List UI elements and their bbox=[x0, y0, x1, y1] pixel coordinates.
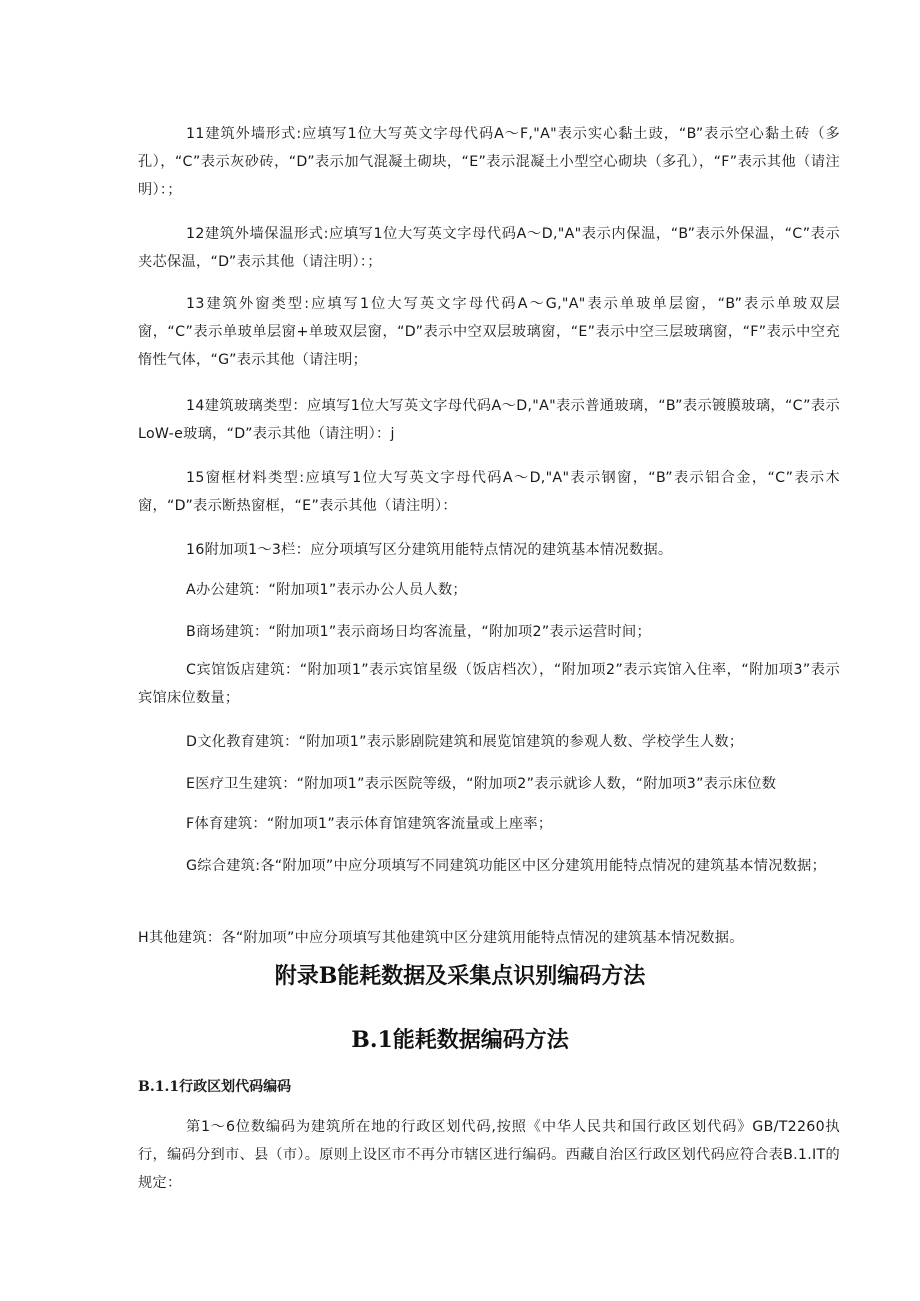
item-12-wall-insulation: 12建筑外墙保温形式:应填写1位大写英文字母代码A～D,"A"表示内保温，“B”表示外保温，“C”表示夹芯保温，“D”表示其他（请注明）：； bbox=[138, 226, 840, 270]
sports-building-entry: F体育建筑：“附加项1”表示体育馆建筑客流量或上座率； bbox=[186, 816, 553, 832]
education-building-entry: D文化教育建筑：“附加项1”表示影剧院建筑和展览馆建筑的参观人数、学校学生人数； bbox=[186, 734, 744, 750]
subsection-title: B.1.1行政区划代码编码 bbox=[138, 1079, 292, 1095]
other-building-entry: H其他建筑：各“附加项”中应分项填写其他建筑中区分建筑用能特点情况的建筑基本情况数据。 bbox=[138, 930, 744, 946]
mixed-building-entry: G综合建筑:各“附加项”中应分项填写不同建筑功能区中区分建筑用能特点情况的建筑基本情况数据； bbox=[186, 858, 827, 874]
office-building-entry: A办公建筑：“附加项1”表示办公人员人数； bbox=[186, 582, 467, 598]
section-title: B.1能耗数据编码方法 bbox=[351, 1027, 569, 1053]
appendix-title: 附录B能耗数据及采集点识别编码方法 bbox=[274, 963, 646, 989]
item-13-window-type: 13建筑外窗类型:应填写1位大写英文字母代码A～G,"A"表示单玻单层窗，“B”表示单玻双层窗，“C”表示单玻单层窗+单玻双层窗，“D”表示中空双层玻璃窗，“E”表示中空三层玻璃窗，“F”表示中空充惰性气体，“G”表示其他（请注明； bbox=[138, 296, 840, 368]
item-14-glass-type: 14建筑玻璃类型：应填写1位大写英文字母代码A～D,"A"表示普通玻璃，“B”表示镀膜玻璃，“C”表示LoW-e玻璃，“D”表示其他（请注明）：j bbox=[138, 398, 840, 442]
item-16-additional-fields: 16附加项1～3栏：应分项填写区分建筑用能特点情况的建筑基本情况数据。 bbox=[186, 542, 673, 558]
item-15-frame-material: 15窗框材料类型:应填写1位大写英文字母代码A～D,"A"表示钢窗，“B”表示铝合金，“C”表示木窗，“D”表示断热窗框，“E”表示其他（请注明）： bbox=[138, 470, 840, 514]
mall-building-entry: B商场建筑：“附加项1”表示商场日均客流量，“附加项2”表示运营时间； bbox=[186, 624, 651, 640]
hotel-building-entry: C宾馆饭店建筑：“附加项1”表示宾馆星级（饭店档次），“附加项2”表示宾馆入住率，“附加项3”表示宾馆床位数量； bbox=[138, 662, 840, 706]
item-11-exterior-wall: 11建筑外墙形式:应填写1位大写英文字母代码A～F,"A"表示实心黏土豉，“B”表示空心黏土砖（多孔），“C”表示灰砂砖，“D”表示加气混凝土砌块，“E”表示混凝土小型空心砌块（多孔），“F”表示其他（请注明）：； bbox=[138, 126, 840, 198]
admin-code-paragraph: 第1～6位数编码为建筑所在地的行政区划代码,按照《中华人民共和国行政区划代码》GB/T2260执行，编码分到市、县（市）。原则上设区市不再分市辖区进行编码。西藏自治区行政区划代码应符合表B.1.IT的规定： bbox=[138, 1119, 840, 1191]
medical-building-entry: E医疗卫生建筑：“附加项1”表示医院等级，“附加项2”表示就诊人数，“附加项3”表示床位数 bbox=[186, 776, 777, 792]
